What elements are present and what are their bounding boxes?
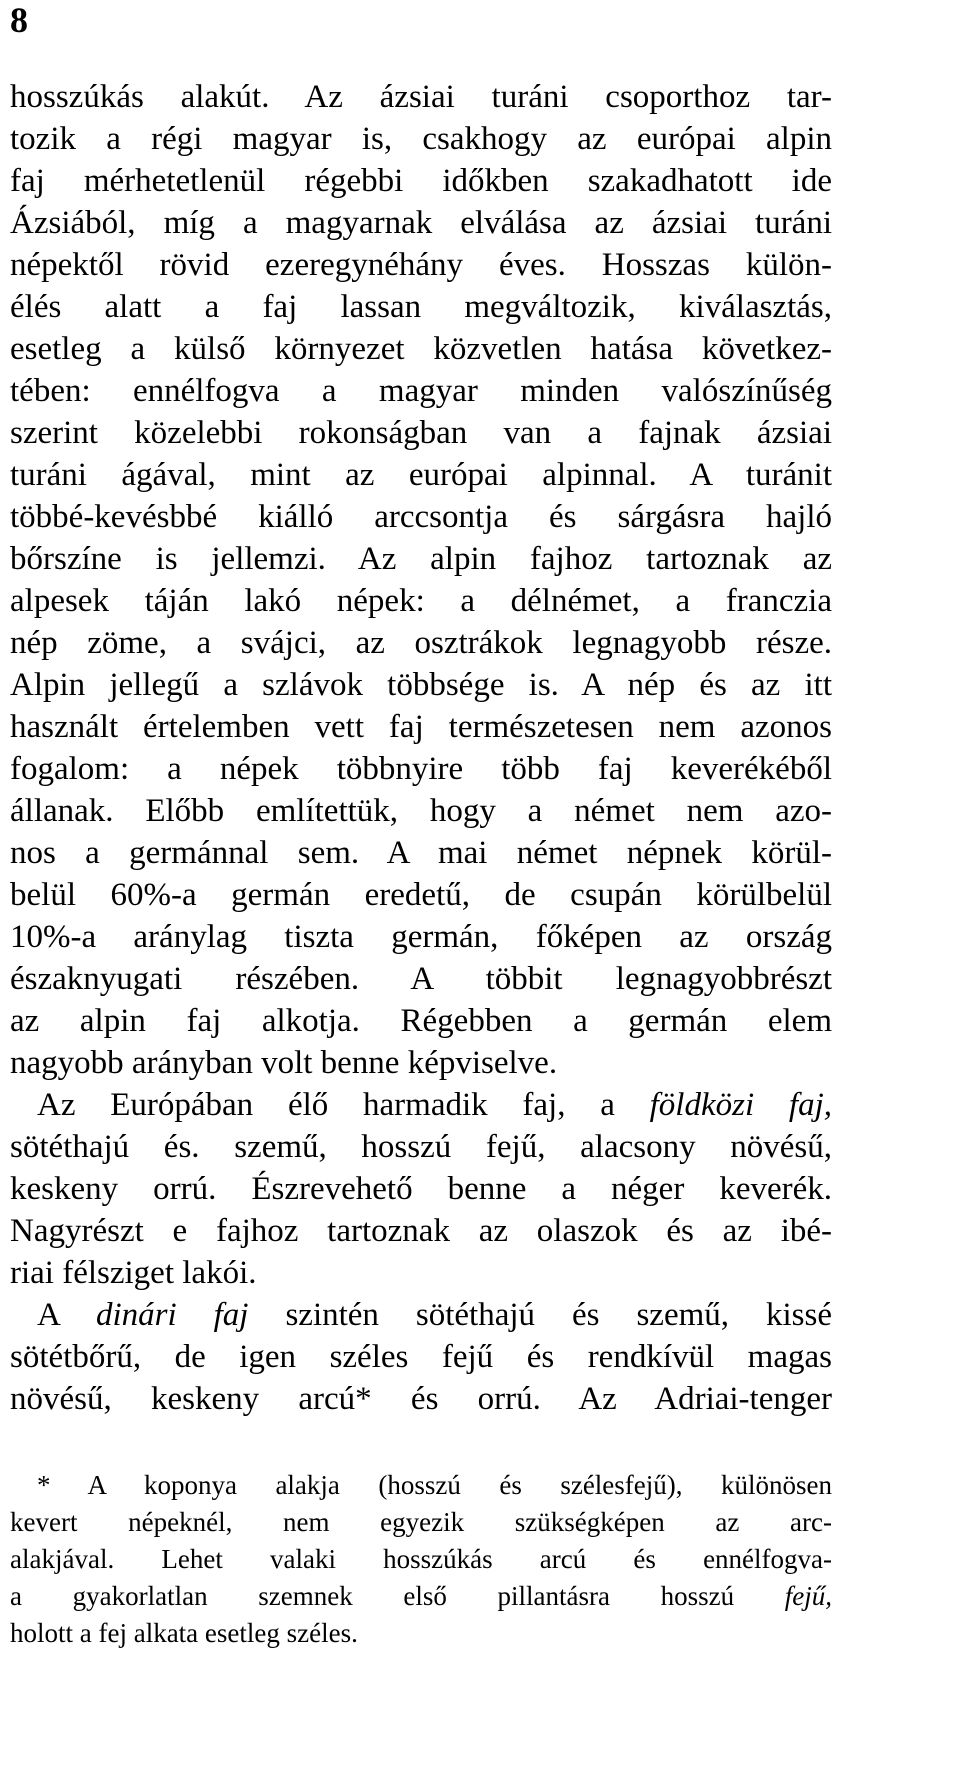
page-number: 8	[10, 0, 28, 40]
body-line: állanak. Előbb említettük, hogy a német nem azo-	[10, 793, 832, 829]
body-line: belül 60%-a germán eredetű, de csupán körülbelül	[10, 877, 832, 913]
footnote-line: kevert népeknél, nem egyezik szükségképen az arc-	[10, 1507, 832, 1537]
body-line: keskeny orrú. Észrevehető benne a néger keverék.	[10, 1171, 832, 1207]
body-line: faj mérhetetlenül régebbi időkben szakadhatott ide	[10, 163, 832, 199]
footnote-line	[10, 1579, 832, 1613]
body-line: tozik a régi magyar is, csakhogy az európai alpin	[10, 121, 832, 157]
body-line: Nagyrészt e fajhoz tartoznak az olaszok és az ibé-	[10, 1213, 832, 1249]
body-line: szerint közelebbi rokonságban van a fajnak ázsiai	[10, 415, 832, 451]
body-line: nép zöme, a svájci, az osztrákok legnagyobb része.	[10, 625, 832, 661]
body-line: tében: ennélfogva a magyar minden valószínűség	[10, 373, 832, 409]
body-line	[37, 1295, 832, 1335]
footnote-line: * A koponya alakja (hosszú és szélesfejű), különösen	[37, 1470, 832, 1500]
body-line: az alpin faj alkotja. Régebben a germán elem	[10, 1003, 832, 1039]
body-line: nagyobb arányban volt benne képviselve.	[10, 1045, 558, 1081]
body-line	[37, 1085, 832, 1125]
footnote-line: holott a fej alkata esetleg széles.	[10, 1618, 358, 1648]
body-line: többé-kevésbbé kiálló arccsontja és sárgásra hajló	[10, 499, 832, 535]
italic-term: fejű,	[784, 1581, 833, 1611]
footnote-line: alakjával. Lehet valaki hosszúkás arcú és ennélfogva-	[10, 1544, 832, 1574]
body-line: turáni ágával, mint az európai alpinnal. A turánit	[10, 457, 832, 493]
body-line: esetleg a külső környezet közvetlen hatása következ-	[10, 331, 832, 367]
body-line: Ázsiából, míg a magyarnak elválása az ázsiai turáni	[10, 205, 832, 241]
italic-term: dinári faj	[95, 1297, 249, 1333]
italic-term: földközi faj,	[649, 1087, 832, 1123]
body-line: nos a germánnal sem. A mai német népnek körül-	[10, 835, 832, 871]
text-run: A	[37, 1297, 60, 1333]
body-line: sötétbőrű, de igen széles fejű és rendkívül magas	[10, 1339, 832, 1375]
body-line: északnyugati részében. A többit legnagyobbrészt	[10, 961, 832, 997]
body-line: növésű, keskeny arcú* és orrú. Az Adriai-tenger	[10, 1381, 832, 1417]
body-line: riai félsziget lakói.	[10, 1255, 257, 1291]
body-line: hosszúkás alakút. Az ázsiai turáni csoporthoz tar-	[10, 79, 832, 115]
body-line: népektől rövid ezeregynéhány éves. Hosszas külön-	[10, 247, 832, 283]
body-line: bőrszíne is jellemzi. Az alpin fajhoz tartoznak az	[10, 541, 832, 577]
body-line: fogalom: a népek többnyire több faj keverékéből	[10, 751, 832, 787]
body-line: alpesek táján lakó népek: a délnémet, a franczia	[10, 583, 832, 619]
body-line: használt értelemben vett faj természetesen nem azonos	[10, 709, 832, 745]
text-run: a gyakorlatlan szemnek első pillantásra hosszú	[10, 1581, 735, 1611]
text-run: Az Európában élő harmadik faj, a	[37, 1087, 615, 1123]
text-run: szintén sötéthajú és szemű, kissé	[285, 1297, 832, 1333]
body-line: Alpin jellegű a szlávok többsége is. A nép és az itt	[10, 667, 832, 703]
body-line: 10%-a aránylag tiszta germán, főképen az ország	[10, 919, 832, 955]
body-line: élés alatt a faj lassan megváltozik, kiválasztás,	[10, 289, 832, 325]
body-line: sötéthajú és. szemű, hosszú fejű, alacsony növésű,	[10, 1129, 832, 1165]
